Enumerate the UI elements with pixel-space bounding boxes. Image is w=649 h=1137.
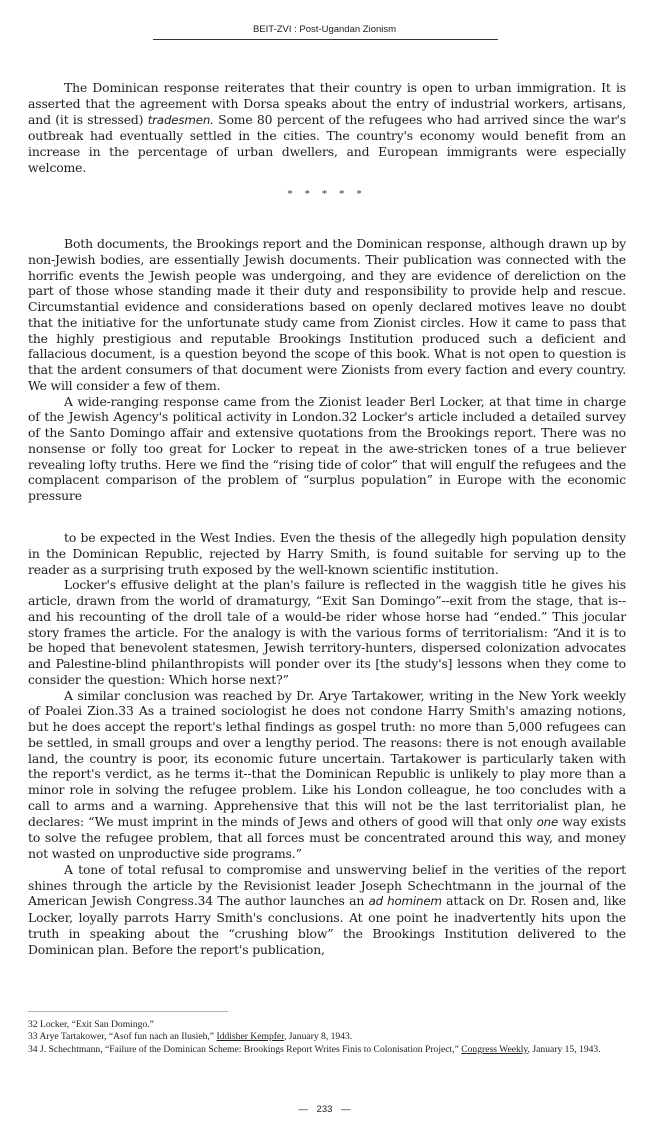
paragraph-locker-delight: Locker's effusive delight at the plan's failure is reflected in the waggish title he gives his article, drawn from the world of dramaturgy, “Exit San Domingo”--exit from the stage, that is--and his recounting of the droll tale of a would-be rider whose horse had “ended.” This jocular story frames the article. For the analogy is with the various forms of territorialism: “And it is to be hoped that benevolent statesmen, Jewish territory-hunters, dispersed colonization advocates and Palestine-blind philanthropists will ponder over its [the study's] lessons when they come to consider the question: Which horse next?” [28,577,626,687]
italic-term: one [536,814,559,829]
text-run: Some 80 percent of the refugees who had arrived since the war's outbreak had eventually settled in the cities. The country's economy would benefit from an increase in the percentage of urban dwellers, and European immigrants were especially welcome. [28,111,626,175]
footnote-34 [28,1044,628,1056]
paragraph-dominican-response [28,80,626,176]
footnote-33 [28,1031,628,1043]
text-block-3 [28,530,626,957]
text-run: 33 Arye Tartakower, “Asof fun nach an Ilusieh,” [28,1031,217,1043]
text-run: 34 J. Schechtmann, “Failure of the Dominican Scheme: Brookings Report Writes Finis to Colonisation Project,” [28,1043,462,1055]
page-number: — 233 — [298,1104,351,1115]
text-block-1 [28,80,626,176]
footnote-rule [28,1011,228,1012]
footnote-source-title: Congress Weekly [461,1043,528,1055]
italic-term: ad hominem [368,894,442,909]
text-run: , January 15, 1943. [527,1043,601,1055]
paragraph-tartakower [28,688,626,862]
italic-term: tradesmen. [147,112,214,127]
paragraph-locker-response: A wide-ranging response came from the Zionist leader Berl Locker, at that time in charge of the Jewish Agency's political activity in London.32 Locker's article included a detailed survey of the Santo Domingo affair and extensive quotations from the Brookings report. There was no nonsense or folly too great for Locker to repeat in the awe-stricken tones of a true believer revealing lofty truths. Here we find the “rising tide of color” that will engulf the refugees and the complacent comparison of the problem of “surplus population” in Europe with the economic pressure [28,393,626,503]
text-run: way exists to solve the refugee problem, that all forces must be concentrated around this way, and money not wasted on unproductive side programs.” [28,813,626,861]
text-run: The Dominican response reiterates that their country is open to urban immigration. It is asserted that the agreement with Dorsa speaks about the entry of industrial workers, artisans, and (it is stressed) [28,80,626,127]
footnote-32: 32 Locker, “Exit San Domingo.” [28,1019,154,1030]
paragraph-west-indies: to be expected in the West Indies. Even the thesis of the allegedly high population density in the Dominican Republic, rejected by Harry Smith, is found suitable for serving up to the reader as a surprising truth exposed by the well-known scientific institution. [28,530,626,577]
footnotes [28,1019,628,1056]
text-block-2 [28,236,626,504]
running-head: BEIT-ZVI : Post-Ugandan Zionism [252,24,397,35]
section-separator: * * * * * [287,188,362,200]
text-run: attack on Dr. Rosen and, like Locker, loyally parrots Harry Smith's conclusions. At one point he inadvertently hits upon the truth in speaking about the “crushing blow” the Brookings Institution delivered to the Dominican plan. Before the report's publication, [28,893,626,957]
paragraph-both-documents: Both documents, the Brookings report and the Dominican response, although drawn up by non-Jewish bodies, are essentially Jewish documents. Their publication was connected with the horrific events the Jewish people was undergoing, and they are evidence of dereliction on the part of those whose standing made it their duty and responsibility to provide help and rescue. Circumstantial evidence and considerations based on openly declared motives leave no doubt that the initiative for the unfortunate study came from Zionist circles. How it came to pass that the highly prestigious and reputable Brookings Institution produced such a deficient and fallacious document, is a question beyond the scope of this book. What is not open to question is that the ardent consumers of that document were Zionists from every faction and every country. We will consider a few of them. [28,236,626,393]
paragraph-schechtmann [28,862,626,958]
text-run: , January 8, 1943. [284,1031,353,1043]
text-run: A tone of total refusal to compromise and unswerving belief in the verities of the report shines through the article by the Revisionist leader Joseph Schechtmann in the journal of the American Jewish Congress.34 The author launches an [28,861,626,909]
header-rule [153,39,498,40]
text-run: A similar conclusion was reached by Dr. Arye Tartakower, writing in the New York weekly of Poalei Zion.33 As a trained sociologist he does not condone Harry Smith's amazing notions, but he does accept the report's lethal findings as gospel truth: no more than 5,000 refugees can be settled, in small groups and over a lengthy period. The reasons: there is not enough available land, the country is poor, its economic future uncertain. Tartakower is particularly taken with the report's verdict, as he terms it--that the Dominican Republic is unlikely to play more than a minor role in solving the refugee problem. Like his London colleague, he too concludes with a call to arms and a warning. Apprehensive that this will not be the last territorialist plan, he declares: “We must imprint in the minds of Jews and others of good will that only [28,687,626,829]
footnote-source-title: Iddisher Kempfer [216,1031,284,1043]
